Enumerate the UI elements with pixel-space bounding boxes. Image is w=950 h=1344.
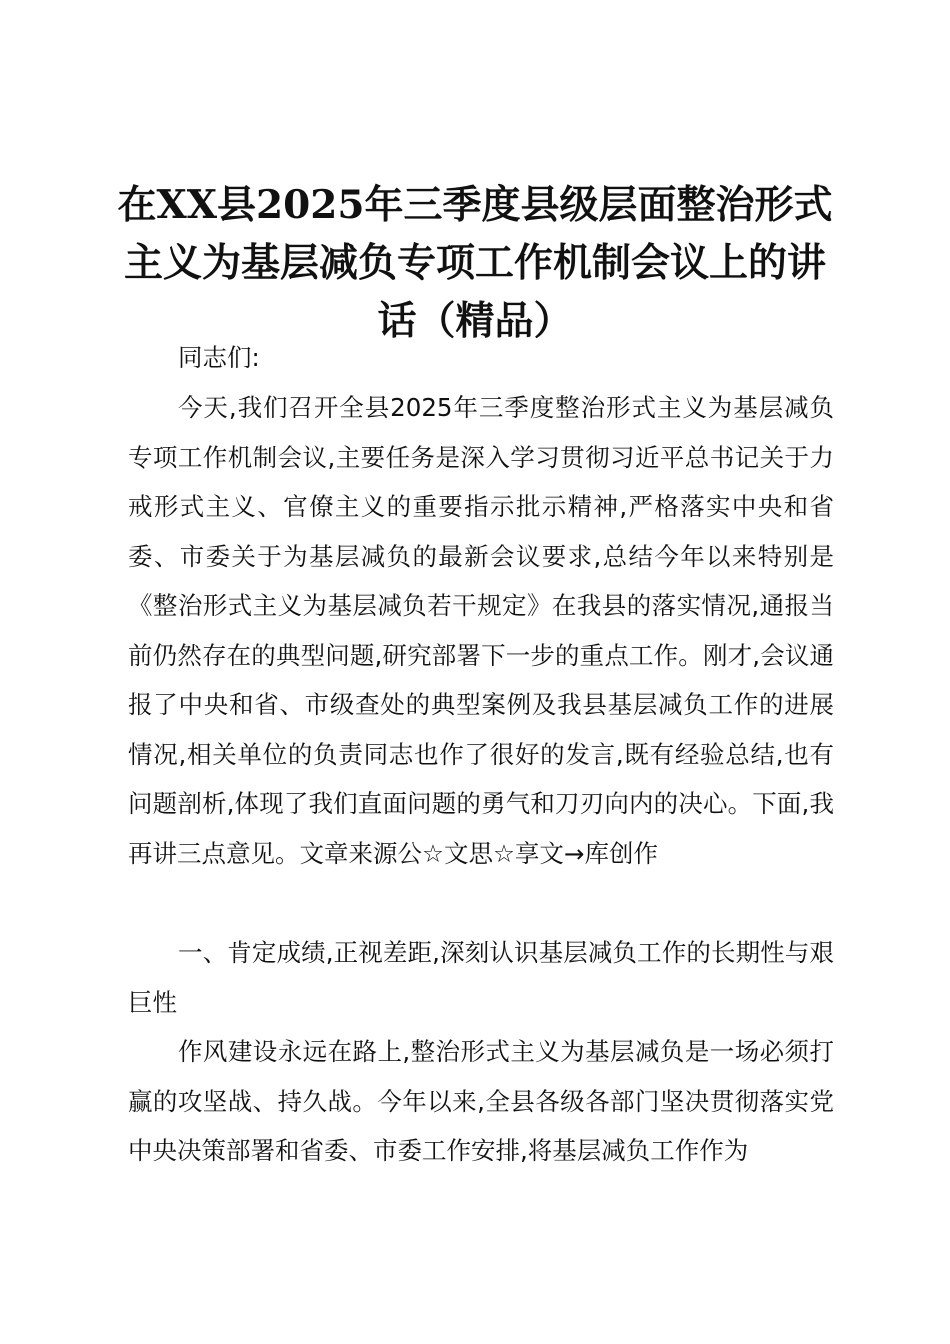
section-heading: 一、肯定成绩,正视差距,深刻认识基层减负工作的长期性与艰巨性: [128, 938, 834, 1017]
document-title: 在XX县2025年三季度县级层面整治形式主义为基层减负专项工作机制会议上的讲话（精品）: [117, 182, 833, 344]
salutation: 同志们:: [178, 343, 260, 372]
body-paragraph: 作风建设永远在路上,整治形式主义为基层减负是一场必须打赢的攻坚战、持久战。今年以来,全县各级各部门坚决贯彻落实党中央决策部署和省委、市委工作安排,将基层减负工作作为: [128, 1037, 834, 1165]
body-paragraph: 今天,我们召开全县2025年三季度整治形式主义为基层减负专项工作机制会议,主要任务是深入学习贯彻习近平总书记关于力戒形式主义、官僚主义的重要指示批示精神,严格落实中央和省委、市委关于为基层减负的最新会议要求,总结今年以来特别是《整治形式主义为基层减负若干规定》在我县的落实情况,通报当前仍然存在的典型问题,研究部署下一步的重点工作。刚才,会议通报了中央和省、市级查处的典型案例及我县基层减负工作的进展情况,相关单位的负责同志也作了很好的发言,既有经验总结,也有问题剖析,体现了我们直面问题的勇气和刀刃向内的决心。下面,我再讲三点意见。文章来源公☆文思☆享文→库创作: [128, 393, 834, 868]
